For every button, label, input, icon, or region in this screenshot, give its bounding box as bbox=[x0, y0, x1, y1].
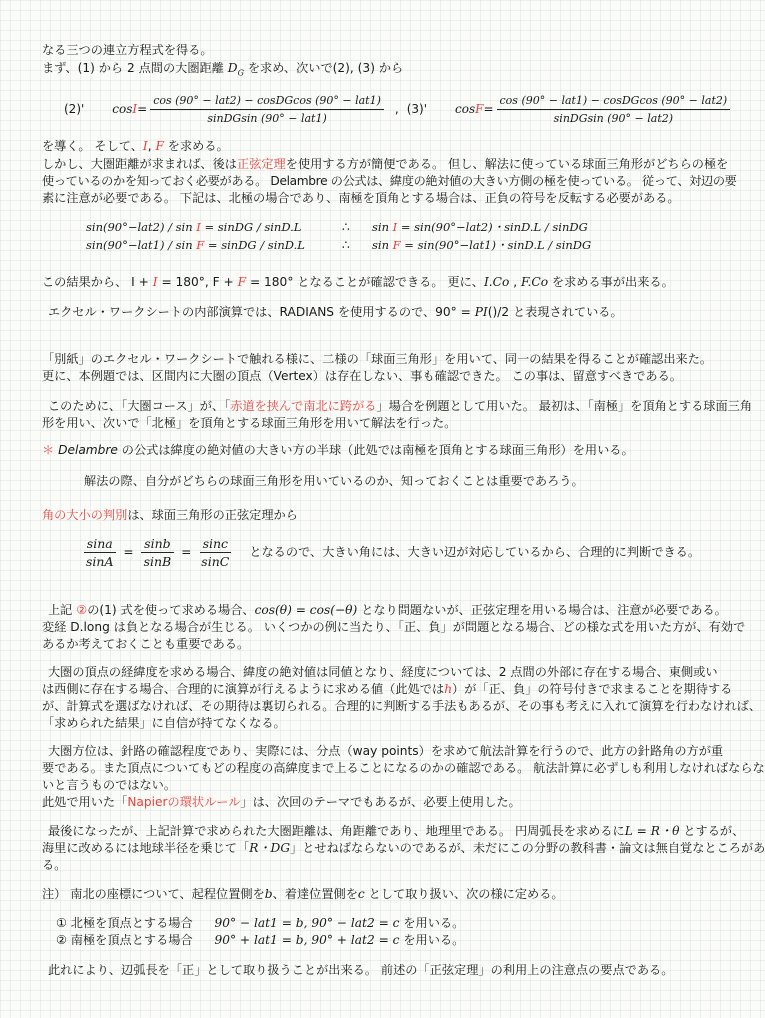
equation-row: (2)' cos I = $\frac{\text{cos (90° − lat2) − cosDGcos (90° − lat1)}}{\text{sinDGsin (90° − lat1)}}$ , (3)' cos F = $\frac{\text{cos (90° − lat1) − cosDGcos (90° − lat2)}}{\text{sinDGsin (90° − lat2)}}$ bbox=[64, 93, 733, 126]
text-line: 形を用い、次いで「北極」を頂角とする球面三角形を用いて解法を行った。 bbox=[42, 416, 457, 430]
text-line: は西側に存在する場合、合理的に演算が行えるように求める値（此処ではh）が「正、負」の符号付きで求まることを期待する bbox=[42, 682, 733, 696]
therefore-symbol: ∴ bbox=[342, 220, 350, 234]
text-line: が、計算式を選ばなければ、その期待は裏切られる。合理的に判断する手法もあるが、その事も考えに入れて演算を行わなければ、 bbox=[42, 699, 762, 713]
text-line: 更に、本例題では、区間内に大圏の頂点（Vertex）は存在しない、事も確認できた。 この事は、留意すべきである。 bbox=[42, 369, 682, 383]
list-item: ② 南極を頂点とする場合 90° + lat1 = b, 90° + lat2 = c を用いる。 bbox=[56, 933, 465, 947]
text-line: 素に注意が必要である。 下記は、北極の場合であり、南極を頂角とする場合は、正負の符号を反転する必要がある。 bbox=[42, 191, 680, 205]
text-line: る。 bbox=[42, 858, 67, 872]
text-line: 上記 ②の(1) 式を使って求める場合、cos(θ) = cos(−θ) となり問題ないが、正弦定理を用いる場合は、注意が必要である。 bbox=[48, 603, 727, 617]
text-line: を導く。 そして、I, F を求める。 bbox=[42, 139, 229, 153]
fraction: $\frac{\sin b}{\sin B}$ bbox=[141, 536, 175, 569]
text-line: いと言うものではない。 bbox=[42, 778, 177, 792]
text-line: 最後になったが、上記計算で求められた大圏距離は、角距離であり、地理里である。 円周弧長を求めるにL = R・θ とするが、 bbox=[48, 824, 745, 838]
text-line: このために、「大圏コース」が、「赤道を挟んで南北に跨がる」場合を例題として用いた。 最初は、「南極」を頂角とする球面三角 bbox=[48, 399, 753, 413]
fraction: $\frac{\text{cos (90° − lat1) − cosDGcos (90° − lat2)}}{\text{sinDGsin (90° − lat2)}}$ bbox=[497, 93, 731, 126]
formula-line: sin F = sin(90°−lat1)・sinD.L / sinDG bbox=[372, 238, 592, 252]
text-line: あるか考えておくことも重要である。 bbox=[42, 637, 250, 651]
text-line: 「求められた結果」に自信が持てなくなる。 bbox=[42, 716, 286, 730]
text-line: 海里に改めるには地球半径を乗じて「R・DG」とせねばならないのであるが、未だにこの分野の教科書・論文は無自覚なところがあ bbox=[42, 841, 765, 855]
text-line: 大圏方位は、針路の確認程度であり、実際には、分点（way points）を求めて航法計算を行うので、此方の針路角の方が重 bbox=[48, 744, 724, 758]
fraction: $\frac{\sin a}{\sin A}$ bbox=[83, 536, 117, 569]
text-line: なる三つの連立方程式を得る。 bbox=[42, 43, 213, 57]
text-line: 解法の際、自分がどちらの球面三角形を用いているのか、知っておくことは重要であろう。 bbox=[84, 474, 584, 488]
text-line: 「別紙」のエクセル・ワークシートで触れる様に、二様の「球面三角形」を用いて、同一の結果を得ることが確認出来た。 bbox=[42, 352, 713, 366]
formula-line: sin(90°−lat1) / sin F = sinDG / sinD.L bbox=[86, 238, 305, 252]
equation-label: (2)' bbox=[64, 102, 85, 116]
formula-line: sin I = sin(90°−lat2)・sinD.L / sinDG bbox=[372, 220, 588, 234]
asterisk-mark: ＊ bbox=[42, 443, 55, 457]
text-line: 注） 南北の座標について、起程位置側をb、着達位置側をc として取り扱い、次の様に定める。 bbox=[42, 887, 564, 901]
text-line: 要である。また頂点についてもどの程度の高緯度まで上ることになるのかの確認である。 航法計算に必ずしも利用しなければならな bbox=[42, 761, 765, 775]
text-line: 角の大小の判別は、球面三角形の正弦定理から bbox=[42, 508, 298, 522]
text-line: 変経 D.long は負となる場合が生じる。 いくつかの例に当たり、「正、負」が問題となる場合、どの様な式を用いた方が、有効で bbox=[42, 620, 746, 634]
formula-line: sin(90°−lat2) / sin I = sinDG / sinD.L bbox=[86, 220, 302, 234]
fraction: $\frac{\text{cos (90° − lat2) − cosDGcos (90° − lat1)}}{\text{sinDGsin (90° − lat1)}}$ bbox=[150, 93, 384, 126]
text-line: まず、(1) から 2 点間の大圏距離 $D_G$ を求め、次いで(2), (3) から bbox=[42, 61, 404, 78]
list-item: ① 北極を頂点とする場合 90° − lat1 = b, 90° − lat2 = c を用いる。 bbox=[56, 916, 465, 930]
text-line: しかし、大圏距離が求まれば、後は正弦定理を使用する方が簡便である。 但し、解法に使っている球面三角形がどちらの極を bbox=[42, 157, 729, 171]
equation-label: (3)' bbox=[406, 102, 428, 116]
text-line: ＊ Delambre の公式は緯度の絶対値の大きい方の半球（此処では南極を頂角とする球面三角形）を用いる。 bbox=[42, 443, 634, 457]
text-line: 此処で用いた「Napierの環状ルール」は、次回のテーマでもあるが、必要上使用した。 bbox=[42, 795, 521, 809]
text-line: 使っているのかを知っておく必要がある。 Delambre の公式は、緯度の絶対値の大きい方側の極を使っている。 従って、対辺の要 bbox=[42, 174, 737, 188]
text-line: エクセル・ワークシートの内部演算では、RADIANS を使用するので、90° = PI()/2 と表現されている。 bbox=[48, 305, 623, 319]
text-line: この結果から、 I + I = 180°, F + F = 180° となることが確認できる。 更に、I.Co , F.Co を求める事が出来る。 bbox=[42, 275, 674, 289]
text-line: 此れにより、辺弧長を「正」として取り扱うことが出来る。 前述の「正弦定理」の利用上の注意点の要点である。 bbox=[48, 963, 674, 977]
sine-rule-row: $\frac{\sin a}{\sin A}$ = $\frac{\sin b}{\sin B}$ = $\frac{\sin c}{\sin C}$ となるので、大きい角には、大きい辺が対応しているから、合理的に判断できる。 bbox=[80, 536, 700, 569]
text-line: 大圏の頂点の経緯度を求める場合、緯度の絶対値は同値となり、経度については、2 点間の外部に存在する場合、東側或い bbox=[48, 665, 718, 679]
therefore-symbol: ∴ bbox=[342, 238, 350, 252]
fraction: $\frac{\sin c}{\sin C}$ bbox=[201, 536, 230, 569]
